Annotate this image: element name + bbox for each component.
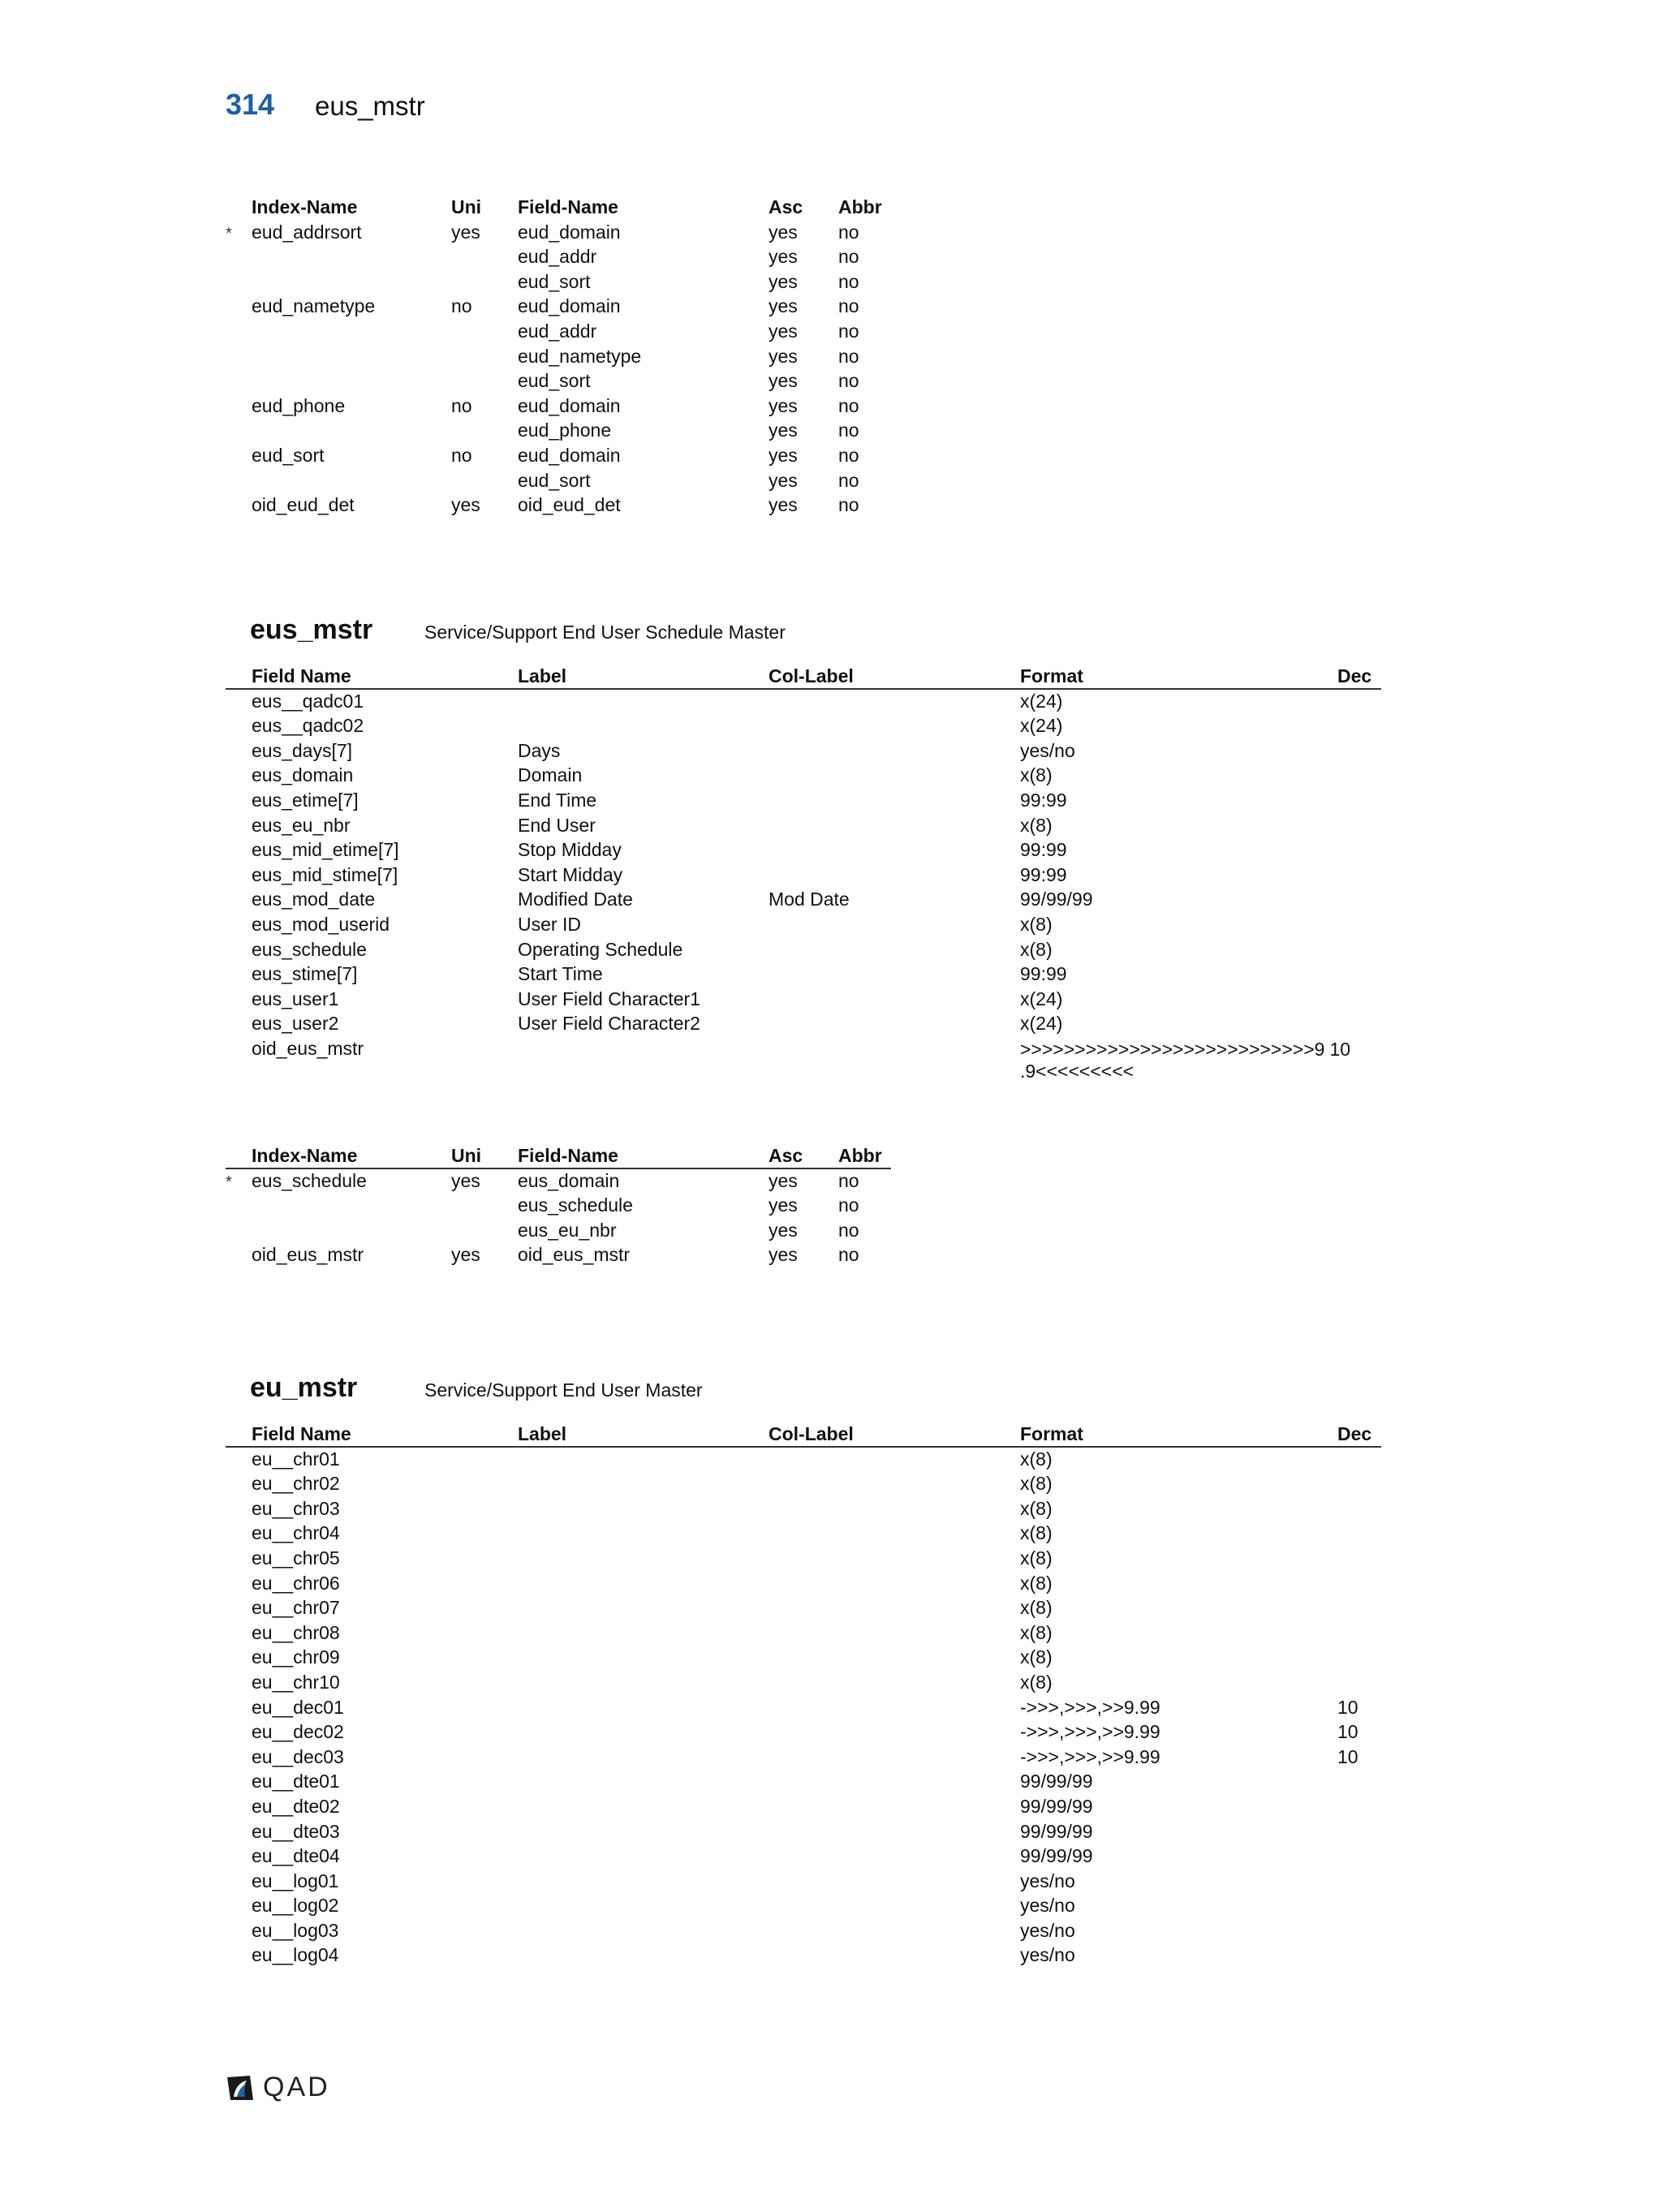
col-header-index-name: Index-Name [252,196,358,217]
col-header-asc: Asc [769,196,803,217]
format-dec-inline: 10 [1329,1038,1351,1060]
field-name-cell: eud_domain [518,394,621,416]
table-row [226,493,891,518]
qad-logo-icon [226,2074,255,2102]
field-name-cell: eus_mid_etime[7] [252,839,399,861]
asc-cell: yes [769,370,798,392]
col-header-label: Label [518,665,567,686]
abbr-cell: no [838,1219,859,1241]
format-cell: x(24) [1020,690,1063,712]
abbr-cell: no [838,295,859,317]
table-row [226,763,1381,788]
field-name-cell: eu__dec02 [252,1721,344,1743]
field-name-cell: eus_mid_stime[7] [252,863,398,885]
col-header-field-name: Field-Name [518,196,618,217]
asc-cell: yes [769,295,798,317]
format-cell: x(8) [1020,1522,1053,1544]
index-name-cell: eud_addrsort [252,221,362,243]
table-row [226,1645,1381,1670]
abbr-cell: no [838,270,859,292]
unique-cell: yes [451,1169,480,1191]
label-cell: End User [518,814,596,836]
format-cell: yes/no [1020,1944,1075,1966]
col-header-uni: Uni [451,1145,482,1166]
unique-cell: no [451,444,472,466]
field-name-cell: eu__dte01 [252,1771,340,1792]
field-name-cell: eu__dte04 [252,1845,340,1867]
field-name-cell: eu__chr10 [252,1671,340,1693]
field-name-cell: eu__chr07 [252,1597,340,1619]
format-cell: yes/no [1020,739,1075,761]
field-name-cell: eu__chr09 [252,1646,340,1668]
table-row [226,1168,891,1194]
field-rows [226,1447,1381,1968]
field-name-cell: eud_domain [518,295,621,317]
field-name-cell: eus_stime[7] [252,963,358,985]
format-cell: yes/no [1020,1919,1075,1941]
label-cell: User Field Character2 [518,1013,700,1035]
abbr-cell: no [838,469,859,491]
abbr-cell: no [838,394,859,416]
asc-cell: yes [769,221,798,243]
index-header-row [226,1143,891,1168]
col-header-asc: Asc [769,1145,803,1166]
asc-cell: yes [769,246,798,268]
field-name-cell: eus__qadc02 [252,715,364,737]
section-description: Service/Support End User Master [424,1379,703,1401]
col-header-col-label: Col-Label [769,665,854,686]
index-name-cell: eud_phone [252,394,346,416]
field-name-cell: eus__qadc01 [252,690,364,712]
field-rows [226,689,1381,1036]
field-name-cell: eus_domain [252,764,354,786]
format-cell: 99/99/99 [1020,1771,1093,1792]
col-header-field-name: Field Name [252,1423,351,1444]
index-name-cell: oid_eud_det [252,494,355,516]
format-cell: x(8) [1020,1671,1053,1693]
field-name-cell: eus_etime[7] [252,789,359,811]
field-table [226,664,1381,1082]
field-name-cell: eus_mod_date [252,889,376,910]
format-cell: x(8) [1020,1572,1053,1594]
format-cell: yes/no [1020,1870,1075,1891]
col-header-format: Format [1020,665,1083,686]
field-name-cell: oid_eus_mstr [252,1037,364,1059]
field-name-cell: eus_schedule [252,938,367,960]
field-name-cell: eu__chr05 [252,1547,340,1569]
table-row [226,689,1381,714]
table-row [226,1011,1381,1036]
table-row [226,962,1381,987]
field-name-cell: eud_addr [518,320,597,342]
section-title: eus_mstr [250,614,373,645]
field-name-cell: eu__log03 [252,1919,339,1941]
top-index-table [226,195,891,518]
table-row [226,1745,1381,1770]
field-name-cell: eu__chr03 [252,1497,340,1519]
format-cell: x(8) [1020,1473,1053,1495]
asc-cell: yes [769,270,798,292]
field-name-cell: eu__chr04 [252,1522,340,1544]
abbr-cell: no [838,320,859,342]
label-cell: Start Time [518,963,603,985]
format-cell: ->>>,>>>,>>9.99 [1020,1696,1160,1718]
format-cell [1020,1039,1350,1082]
table-row [226,1620,1381,1646]
abbr-cell: no [838,221,859,243]
format-cell: 99/99/99 [1020,889,1093,910]
asc-cell: yes [769,394,798,416]
field-header-row [226,664,1381,689]
format-cell: x(8) [1020,814,1053,836]
table-row [226,1218,891,1243]
table-row [226,713,1381,738]
col-header-format: Format [1020,1423,1083,1444]
format-cell: 99/99/99 [1020,1820,1093,1842]
table-row [226,468,891,493]
field-name-cell: eud_domain [518,444,621,466]
field-name-cell: eus_user1 [252,988,339,1009]
table-row [226,1819,1381,1844]
running-title: eus_mstr [315,91,425,121]
abbr-cell: no [838,494,859,516]
table-row [226,1521,1381,1546]
field-name-cell: eud_phone [518,420,612,441]
field-name-cell: eud_sort [518,469,591,491]
field-name-cell: eu__log01 [252,1870,339,1891]
field-name-cell: eu__log04 [252,1944,339,1966]
abbr-cell: no [838,370,859,392]
table-row [226,443,891,468]
field-name-cell: eud_domain [518,221,621,243]
table-row [226,1546,1381,1571]
field-name-cell: eu__dte02 [252,1795,340,1817]
field-name-cell: eus_user2 [252,1013,339,1035]
dec-cell: 10 [1337,1745,1358,1767]
format-line-1: >>>>>>>>>>>>>>>>>>>>>>>>>>>9 [1020,1038,1325,1060]
field-name-cell: eus_eu_nbr [518,1219,617,1241]
table-row [226,1893,1381,1918]
dec-cell: 10 [1337,1721,1358,1743]
field-name-cell: eu__chr08 [252,1621,340,1643]
format-cell: x(24) [1020,1013,1063,1035]
abbr-cell: no [838,444,859,466]
field-name-cell: eud_sort [518,270,591,292]
field-name-cell: eu__log02 [252,1895,339,1917]
field-name-cell: eus_mod_userid [252,913,390,935]
format-cell: x(8) [1020,1497,1053,1519]
asc-cell: yes [769,320,798,342]
field-name-cell: eus_days[7] [252,739,353,761]
table-row [226,738,1381,764]
col-header-dec: Dec [1337,665,1372,686]
asc-cell: yes [769,494,798,516]
index-rows [226,220,891,518]
format-cell: x(8) [1020,764,1053,786]
asc-cell: yes [769,444,798,466]
unique-cell: yes [451,494,480,516]
table-row [226,1794,1381,1819]
format-cell: x(8) [1020,1448,1053,1470]
dec-cell: 10 [1337,1696,1358,1718]
table-row [226,344,891,369]
col-header-abbr: Abbr [838,196,882,217]
table-row [226,1193,891,1218]
col-header-dec: Dec [1337,1423,1372,1444]
field-name-cell: eu__chr02 [252,1473,340,1495]
format-cell: x(24) [1020,988,1063,1009]
unique-cell: yes [451,1244,480,1266]
col-header-index-name: Index-Name [252,1145,358,1166]
field-name-cell: oid_eus_mstr [518,1244,631,1266]
unique-cell: no [451,295,472,317]
col-header-field-name: Field-Name [518,1145,618,1166]
qad-logo [226,2072,330,2103]
abbr-cell: no [838,1194,859,1216]
page-number: 314 [226,88,275,121]
col-header-abbr: Abbr [838,1145,882,1166]
label-cell: User Field Character1 [518,988,700,1009]
field-name-cell: eu__dte03 [252,1820,340,1842]
asc-cell: yes [769,345,798,367]
field-name-cell: eud_addr [518,246,597,268]
format-cell: 99:99 [1020,963,1067,985]
table-row [226,220,891,245]
table-row [226,1695,1381,1720]
abbr-cell: no [838,1169,859,1191]
table-row [226,1595,1381,1620]
index-name-cell: eus_schedule [252,1169,367,1191]
field-header-row [226,1422,1381,1447]
col-header-field-name: Field Name [252,665,351,686]
table-row [226,937,1381,962]
label-cell: User ID [518,913,581,935]
logo-wordmark: QAD [263,2072,330,2102]
field-name-cell: eu__chr06 [252,1572,340,1594]
abbr-cell: no [838,420,859,441]
index-header-row [226,195,891,220]
abbr-cell: no [838,246,859,268]
label-cell: Start Midday [518,863,623,885]
label-cell: Stop Midday [518,839,622,861]
asc-cell: yes [769,1219,798,1241]
table-row [226,1918,1381,1943]
col-header-label: Label [518,1423,567,1444]
format-cell: 99:99 [1020,839,1067,861]
table-row [226,1036,1381,1082]
table-row [226,368,891,394]
col-header-col-label: Col-Label [769,1423,854,1444]
field-name-cell: eus_domain [518,1169,620,1191]
asc-cell: yes [769,1244,798,1266]
table-row [226,987,1381,1012]
format-cell: x(8) [1020,938,1053,960]
table-row [226,394,891,419]
field-name-cell: eud_sort [518,370,591,392]
table-row [226,1844,1381,1869]
section-description: Service/Support End User Schedule Master [424,622,786,643]
table-row [226,813,1381,838]
field-name-cell: eus_schedule [518,1194,633,1216]
table-row [226,244,891,269]
table-row [226,1496,1381,1521]
abbr-cell: no [838,345,859,367]
format-line-2: .9<<<<<<<<< [1020,1060,1135,1082]
section-title: eu_mstr [250,1372,358,1403]
field-name-cell: eu__dec01 [252,1696,344,1718]
label-cell: Modified Date [518,889,633,910]
format-cell: 99/99/99 [1020,1845,1093,1867]
field-name-cell: eus_eu_nbr [252,814,351,836]
table-row [226,319,891,344]
format-cell: 99/99/99 [1020,1795,1093,1817]
table-row [226,1471,1381,1496]
field-name-cell: oid_eud_det [518,494,621,516]
format-cell: x(8) [1020,1597,1053,1619]
table-row [226,837,1381,863]
label-cell: Operating Schedule [518,938,683,960]
label-cell: Days [518,739,561,761]
unique-cell: yes [451,221,480,243]
label-cell: Domain [518,764,583,786]
asc-cell: yes [769,469,798,491]
col-header-uni: Uni [451,196,482,217]
primary-index-marker: * [226,1173,232,1191]
format-cell: yes/no [1020,1895,1075,1917]
table-row [226,294,891,319]
label-cell: End Time [518,789,597,811]
index-name-cell: eud_nametype [252,295,376,317]
index-name-cell: eud_sort [252,444,325,466]
index-table [226,1143,891,1267]
field-table [226,1422,1381,1968]
field-name-cell: eu__chr01 [252,1448,340,1470]
format-cell: x(8) [1020,1646,1053,1668]
table-row [226,863,1381,888]
table-row [226,1943,1381,1968]
format-cell: x(8) [1020,1621,1053,1643]
format-cell: x(24) [1020,715,1063,737]
index-rows [226,1168,891,1267]
table-row [226,1242,891,1267]
format-cell: 99:99 [1020,863,1067,885]
format-cell: x(8) [1020,1547,1053,1569]
table-row [226,1719,1381,1745]
table-row [226,788,1381,813]
unique-cell: no [451,394,472,416]
table-row [226,1447,1381,1472]
table-row [226,887,1381,912]
col-label-cell: Mod Date [769,889,850,910]
format-cell: ->>>,>>>,>>9.99 [1020,1745,1160,1767]
table-row [226,269,891,295]
format-cell: ->>>,>>>,>>9.99 [1020,1721,1160,1743]
asc-cell: yes [769,1194,798,1216]
table-row [226,1571,1381,1596]
table-row [226,1869,1381,1894]
asc-cell: yes [769,420,798,441]
abbr-cell: no [838,1244,859,1266]
table-row [226,418,891,443]
table-row [226,912,1381,937]
field-name-cell: eu__dec03 [252,1745,344,1767]
format-cell: x(8) [1020,913,1053,935]
field-name-cell: eud_nametype [518,345,642,367]
index-name-cell: oid_eus_mstr [252,1244,364,1266]
asc-cell: yes [769,1169,798,1191]
table-row [226,1769,1381,1794]
format-cell: 99:99 [1020,789,1067,811]
primary-index-marker: * [226,224,232,243]
table-row [226,1670,1381,1695]
